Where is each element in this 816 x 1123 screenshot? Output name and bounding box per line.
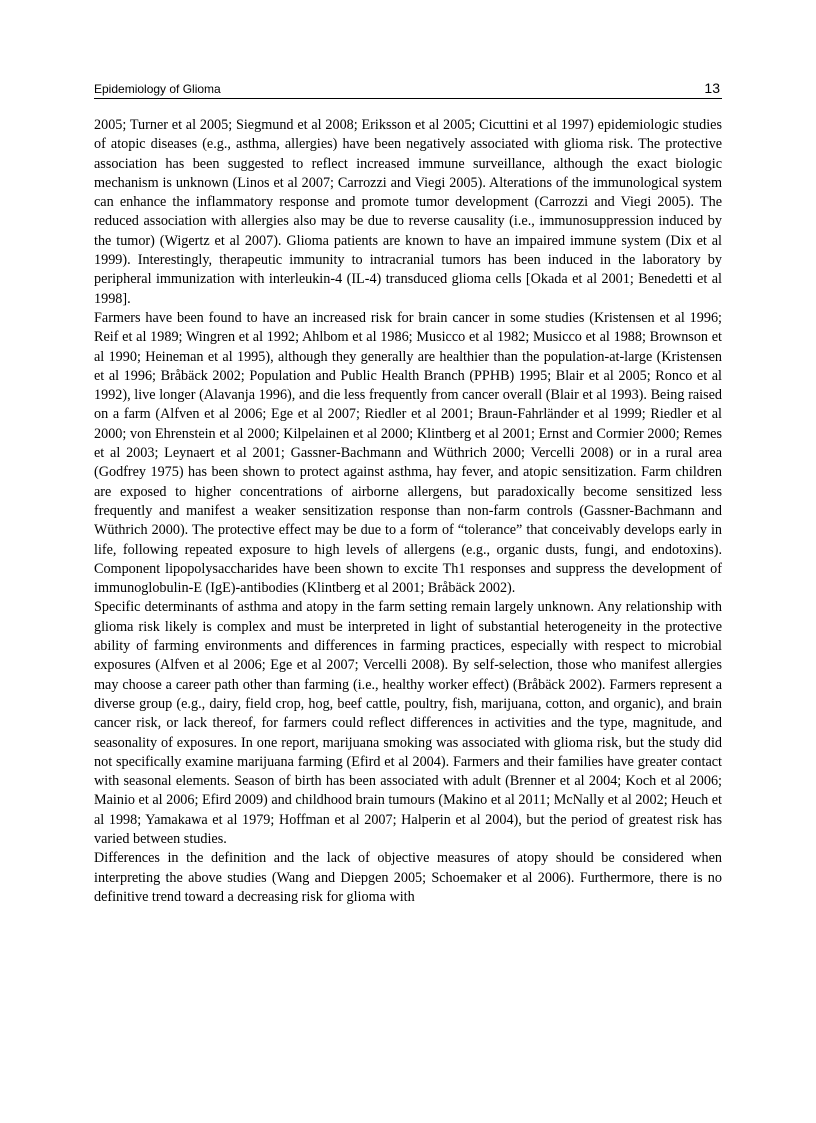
running-header-title: Epidemiology of Glioma bbox=[94, 82, 221, 96]
paragraph: Specific determinants of asthma and atopy in the farm setting remain largely unknown. Any relationship with glioma risk likely is complex and must be interpreted in light of substantial heterogeneity in the protective ability of farming environments and differences in farming practices, especially with respect to microbial exposures (Alfven et al 2006; Ege et al 2007; Vercelli 2008). By self-selection, those who manifest allergies may choose a career path other than farming (i.e., healthy worker effect) (Bråbäck 2002). Farmers represent a diverse group (e.g., dairy, field crop, hog, beef cattle, poultry, fish, marijuana, cotton, and organic), and brain cancer risk, or lack thereof, for farmers could reflect differences in activities and the type, magnitude, and seasonality of exposures. In one report, marijuana smoking was associated with glioma risk, but the study did not specifically examine marijuana farming (Efird et al 2004). Farmers and their families have greater contact with seasonal elements. Season of birth has been associated with adult (Brenner et al 2004; Koch et al 2006; Mainio et al 2006; Efird 2009) and childhood brain tumours (Makino et al 2011; McNally et al 2002; Heuch et al 1998; Yamakawa et al 1979; Hoffman et al 2007; Halperin et al 2004), but the period of greatest risk has varied between studies. bbox=[94, 599, 722, 847]
paragraph: 2005; Turner et al 2005; Siegmund et al 2008; Eriksson et al 2005; Cicuttini et al 1997) epidemiologic studies of atopic diseases (e.g., asthma, allergies) have been negatively associated with glioma risk. The protective association has been suggested to reflect increased immune surveillance, although the exact biologic mechanism is unknown (Linos et al 2007; Carrozzi and Viegi 2005). Alterations of the immunological system can enhance the inflammatory response and promote tumor development (Carrozzi and Viegi 2005). The reduced association with allergies also may be due to reverse causality (i.e., immunosuppression induced by the tumor) (Wigertz et al 2007). Glioma patients are known to have an impaired immune system (Dix et al 1999). Interestingly, therapeutic immunity to intracranial tumors has been induced in the laboratory by peripheral immunization with interleukin-4 (IL-4) transduced glioma cells [Okada et al 2001; Benedetti et al 1998]. bbox=[94, 117, 722, 307]
paragraph: Differences in the definition and the lack of objective measures of atopy should be considered when interpreting the above studies (Wang and Diepgen 2005; Schoemaker et al 2006). Furthermore, there is no definitive trend toward a decreasing risk for glioma with bbox=[94, 850, 722, 905]
paragraph: Farmers have been found to have an increased risk for brain cancer in some studies (Kristensen et al 1996; Reif et al 1989; Wingren et al 1992; Ahlbom et al 1986; Musicco et al 1982; Musicco et al 1988; Brownson et al 1990; Heineman et al 1995), although they generally are healthier than the population-at-large (Kristensen et al 1996; Bråbäck 2002; Population and Public Health Branch (PPHB) 1995; Blair et al 2005; Ronco et al 1992), live longer (Alavanja 1996), and die less frequently from cancer overall (Blair et al 1993). Being raised on a farm (Alfven et al 2006; Ege et al 2007; Riedler et al 2001; Braun-Fahrländer et al 1999; Riedler et al 2000; von Ehrenstein et al 2000; Kilpelainen et al 2000; Klintberg et al 2001; Ernst and Cormier 2000; Remes et al 2003; Leynaert et al 2001; Gassner-Bachmann and Wüthrich 2000; Vercelli 2008) or in a rural area (Godfrey 1975) has been shown to protect against asthma, hay fever, and atopic sensitization. Farm children are exposed to higher concentrations of airborne allergens, but paradoxically become sensitized less frequently and manifest a weaker sensitization response than non-farm controls (Gassner-Bachmann and Wüthrich 2000). The protective effect may be due to a form of “tolerance” that conceivably develops early in life, following repeated exposure to high levels of allergens (e.g., organic dusts, fungi, and endotoxins). Component lipopolysaccharides have been shown to excite Th1 responses and suppress the development of immunoglobulin-E (IgE)-antibodies (Klintberg et al 2001; Bråbäck 2002). bbox=[94, 309, 722, 597]
page-number: 13 bbox=[704, 80, 720, 96]
body-text bbox=[94, 116, 722, 907]
running-header bbox=[94, 80, 722, 99]
